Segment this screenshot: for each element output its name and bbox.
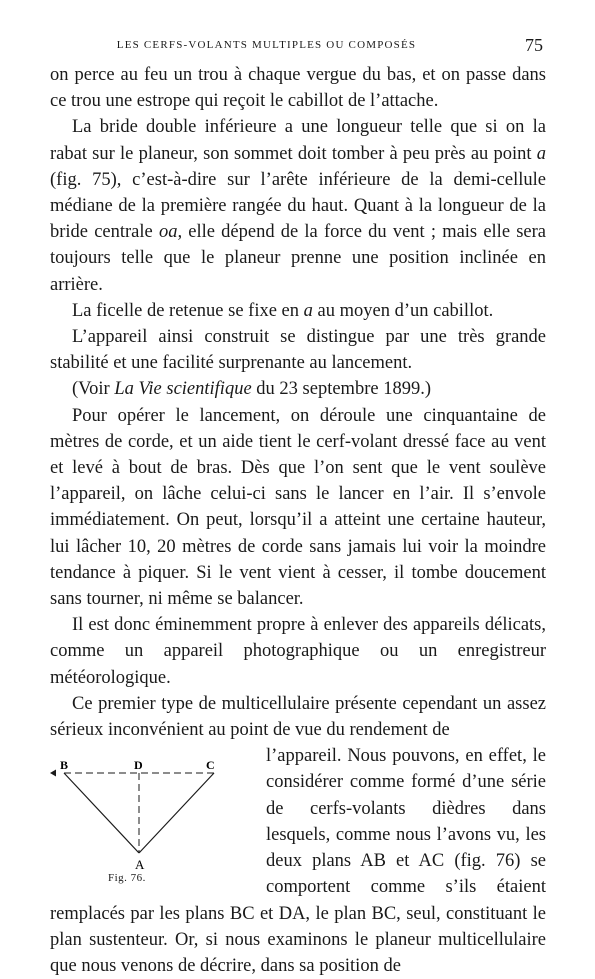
paragraph: Pour opérer le lancement, on déroule une cinquantaine de mètres de corde, et un aide tient le cerf-volant dressé face au vent et levé à bout de bras. Dès que l’on sent que le vent soulève l’appareil, on lâche celui-ci sans le lancer en l’air. Il s’envole immédiatement. On peut, lorsqu’il a atteint une certaine hauteur, lui lâcher 10, 20 mètres de corde sans jamais lui voir la moindre tendance à piquer. Si le vent vient à cesser, il tombe doucement sans tourner, ni même se balancer. (50, 405, 546, 610)
paragraph (50, 298, 546, 324)
label-b: B (60, 758, 69, 773)
dihedral-diagram (50, 747, 260, 893)
text-run: au moyen d’un cabillot. (312, 300, 494, 321)
label-c: C (206, 758, 215, 773)
text-run: La ficelle de retenue se fixe en (72, 300, 304, 321)
paragraph: L’appareil ainsi construit se distingue par une très grande stabilité et une facilité surprenante au lancement. (50, 327, 546, 374)
text-run: du 23 septembre 1899.) (251, 379, 431, 400)
running-title: LES CERFS-VOLANTS MULTIPLES OU COMPOSÉS (116, 39, 417, 51)
paragraph (50, 114, 546, 297)
label-d: D (134, 758, 143, 773)
paragraph: l’appareil. Nous pouvons, en effet, le considérer comme formé d’une série de cerfs-volants dièdres dans lesquels, comme nous l’avons vu, les deux plans AB et AC (fig. 76) se comportent comme s’ils étaient remplacés par les plans BC et DA, le plan BC, seul, constituant le plan sustenteur. Or, si nous examinons le planeur multicellulaire que nous venons de décrire, dans sa position de (50, 746, 546, 976)
variable-text: oa, (158, 222, 183, 243)
plane-ab-line (64, 773, 139, 853)
arrow-marker (50, 770, 56, 777)
text-run: (fig. 75), c’est-à-dire sur l’arête inférieure de la demi-cellule médiane de la première rangée du haut. Quant à la longueur de la bride centrale (50, 169, 546, 243)
journal-title: La Vie scientifique (114, 379, 252, 400)
page-number: 75 (525, 35, 543, 55)
text-run: La bride double inférieure a une longueur telle que si on la rabat sur le planeur, son sommet doit tomber à peu près au point (50, 117, 546, 164)
paragraph (50, 376, 546, 402)
page-header (50, 36, 543, 60)
figure-caption: Fig. 76. (108, 872, 146, 885)
paragraph: Il est donc éminemment propre à enlever des appareils délicats, comme un appareil photographique ou un enregistreur météorologique. (50, 615, 546, 688)
variable-text: a (536, 143, 546, 164)
label-a: A (135, 857, 145, 873)
text-run: elle dépend de la force du vent ; mais elle sera toujours telle que le planeur prenne une position inclinée en arrière. (50, 222, 546, 295)
figure-76 (50, 747, 260, 893)
body-text (50, 62, 546, 979)
variable-text: a (303, 300, 313, 321)
paragraph: Ce premier type de multicellulaire présente cependant un assez sérieux inconvénient au point de vue du rendement de (50, 693, 546, 741)
text-run: (Voir (72, 379, 115, 400)
paragraph: on perce au feu un trou à chaque vergue du bas, et on passe dans ce trou une estrope qui reçoit le cabillot de l’attache. (50, 65, 546, 112)
plane-ac-line (139, 773, 214, 853)
